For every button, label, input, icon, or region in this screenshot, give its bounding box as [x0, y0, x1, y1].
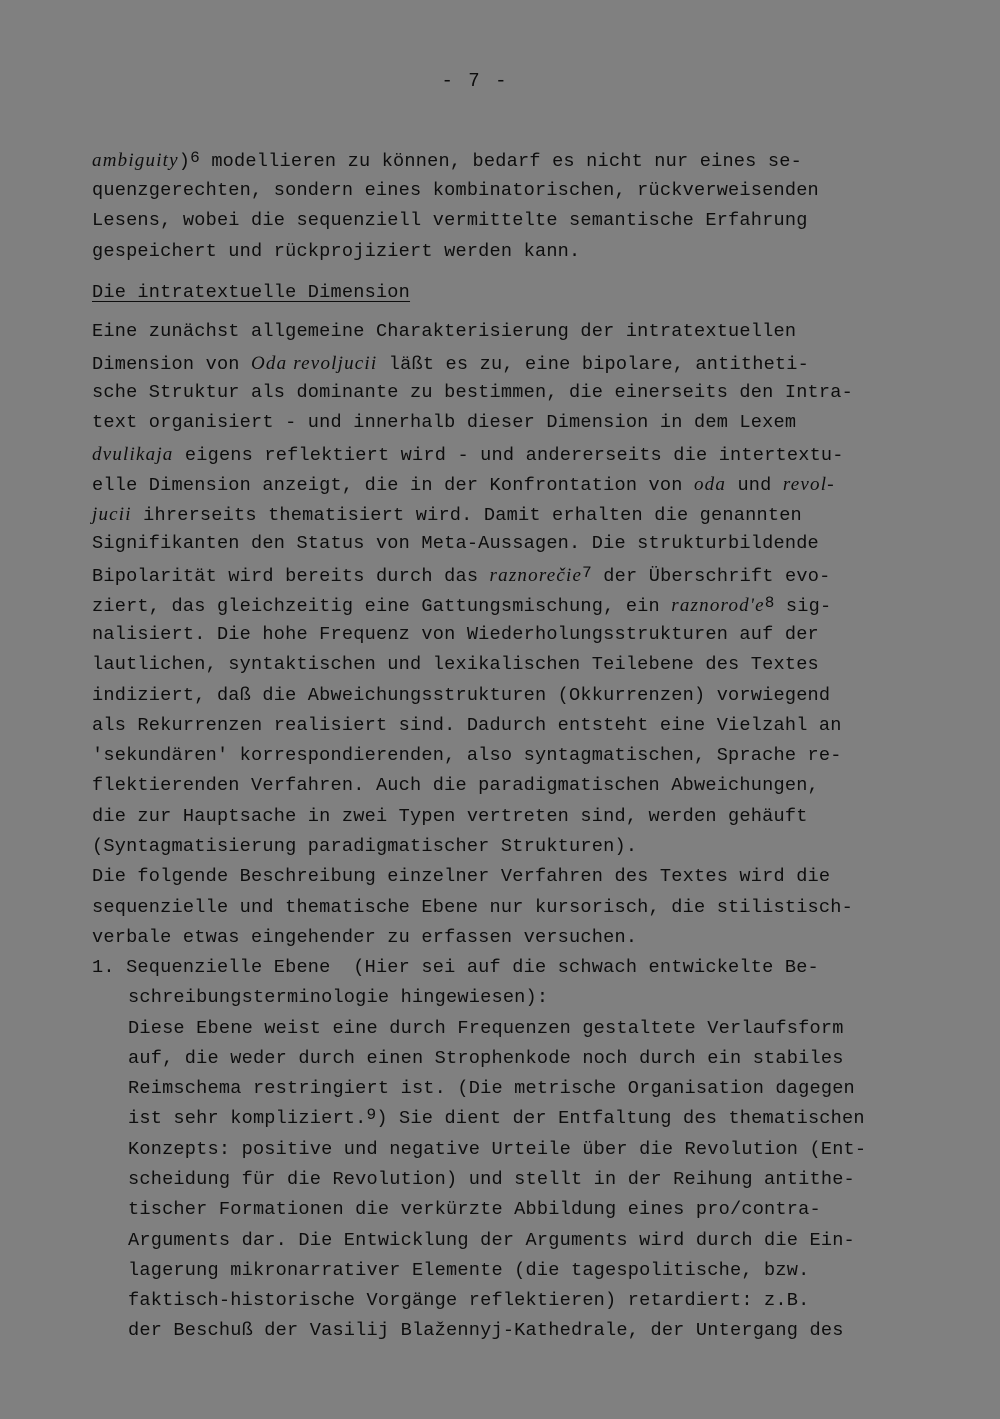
text-line: indiziert, daß die Abweichungsstrukturen (Okkurrenzen) vorwiegend	[92, 685, 831, 706]
text-line	[92, 475, 835, 496]
text-line: Eine zunächst allgemeine Charakterisierung der intratextuellen	[92, 321, 797, 342]
text-line: sequenzielle und thematische Ebene nur kursorisch, die stilistisch-	[92, 897, 853, 918]
text-run: eigens reflektiert wird - und andererseits die intertextu-	[173, 445, 844, 466]
italic-term: jucii	[92, 504, 132, 525]
text-run: Bipolarität wird bereits durch das	[92, 566, 490, 587]
text-line: der Beschuß der Vasilij Blažennyj-Kathedrale, der Untergang des	[128, 1320, 844, 1341]
text-line	[128, 1106, 865, 1129]
text-line	[92, 566, 830, 587]
text-run: elle Dimension anzeigt, die in der Konfrontation von	[92, 475, 694, 496]
text-line: lagerung mikronarrativer Elemente (die tagespolitische, bzw.	[128, 1260, 810, 1281]
italic-term: Oda revoljucii	[251, 353, 378, 374]
text-line: quenzgerechten, sondern eines kombinatorischen, rückverweisenden	[92, 180, 819, 201]
italic-term: revol-	[782, 474, 835, 495]
text-run: Dimension von	[92, 354, 252, 375]
text-run: )	[178, 151, 191, 172]
text-run: modellieren zu können, bedarf es nicht nur eines se-	[199, 151, 802, 172]
text-line	[92, 445, 844, 466]
text-line: lautlichen, syntaktischen und lexikalischen Teilebene des Textes	[92, 654, 819, 675]
text-line: Diese Ebene weist eine durch Frequenzen gestaltete Verlaufsform	[128, 1018, 844, 1039]
text-line	[92, 505, 802, 526]
text-line: Konzepts: positive und negative Urteile über die Revolution (Ent-	[128, 1139, 867, 1160]
text-run: und	[726, 475, 783, 496]
text-line	[92, 596, 831, 617]
italic-term: raznorod'e	[671, 595, 765, 616]
text-line: 'sekundären' korrespondierenden, also syntagmatischen, Sprache re-	[92, 745, 842, 766]
italic-term: oda	[693, 474, 727, 495]
text-line: Signifikanten den Status von Meta-Aussagen. Die strukturbildende	[92, 533, 819, 554]
text-run: ist sehr kompliziert.	[128, 1108, 367, 1129]
section-heading: Die intratextuelle Dimension	[92, 282, 411, 303]
text-line: gespeichert und rückprojiziert werden kann.	[92, 241, 581, 262]
list-item-heading: 1. Sequenzielle Ebene (Hier sei auf die schwach entwickelte Be-	[92, 957, 819, 978]
text-line: verbale etwas eingehender zu erfassen versuchen.	[92, 927, 638, 948]
footnote-ref: 9	[366, 1106, 377, 1124]
text-line: (Syntagmatisierung paradigmatischer Strukturen).	[92, 836, 638, 857]
footnote-ref: 8	[764, 594, 775, 612]
text-line: als Rekurrenzen realisiert sind. Dadurch entsteht eine Vielzahl an	[92, 715, 842, 736]
italic-term: dvulikaja	[92, 444, 174, 465]
text-run: läßt es zu, eine bipolare, antitheti-	[377, 354, 809, 375]
text-line: nalisiert. Die hohe Frequenz von Wiederholungsstrukturen auf der	[92, 624, 819, 645]
text-line: Arguments dar. Die Entwicklung der Arguments wird durch die Ein-	[128, 1230, 855, 1251]
text-run: sig-	[774, 596, 832, 617]
page-number: - 7 -	[441, 70, 509, 92]
text-line: tischer Formationen die verkürzte Abbildung eines pro/contra-	[128, 1199, 821, 1220]
text-run: ziert, das gleichzeitig eine Gattungsmischung, ein	[92, 596, 672, 617]
text-line: text organisiert - und innerhalb dieser Dimension in dem Lexem	[92, 412, 797, 433]
text-run: der Überschrift evo-	[591, 566, 831, 587]
footnote-ref: 6	[190, 149, 200, 167]
italic-term: ambiguity	[92, 150, 179, 171]
text-line: Reimschema restringiert ist. (Die metrische Organisation dagegen	[128, 1078, 855, 1099]
text-run: ) Sie dient der Entfaltung des thematischen	[376, 1108, 865, 1129]
italic-term: raznorečie	[489, 565, 583, 586]
text-line	[92, 354, 809, 375]
text-run: ihrerseits thematisiert wird. Damit erhalten die genannten	[131, 505, 802, 526]
text-line: flektierenden Verfahren. Auch die paradigmatischen Abweichungen,	[92, 775, 819, 796]
text-line: schreibungsterminologie hingewiesen):	[128, 987, 549, 1008]
text-line: auf, die weder durch einen Strophenkode noch durch ein stabiles	[128, 1048, 844, 1069]
text-line: die zur Hauptsache in zwei Typen vertreten sind, werden gehäuft	[92, 806, 808, 827]
text-line	[92, 151, 802, 172]
text-line: Lesens, wobei die sequenziell vermittelte semantische Erfahrung	[92, 210, 808, 231]
text-line: scheidung für die Revolution) und stellt in der Reihung antithe-	[128, 1169, 855, 1190]
footnote-ref: 7	[582, 564, 592, 582]
text-line: Die folgende Beschreibung einzelner Verfahren des Textes wird die	[92, 866, 831, 887]
text-line: faktisch-historische Vorgänge reflektieren) retardiert: z.B.	[128, 1290, 810, 1311]
text-line: sche Struktur als dominante zu bestimmen, die einerseits den Intra-	[92, 382, 853, 403]
